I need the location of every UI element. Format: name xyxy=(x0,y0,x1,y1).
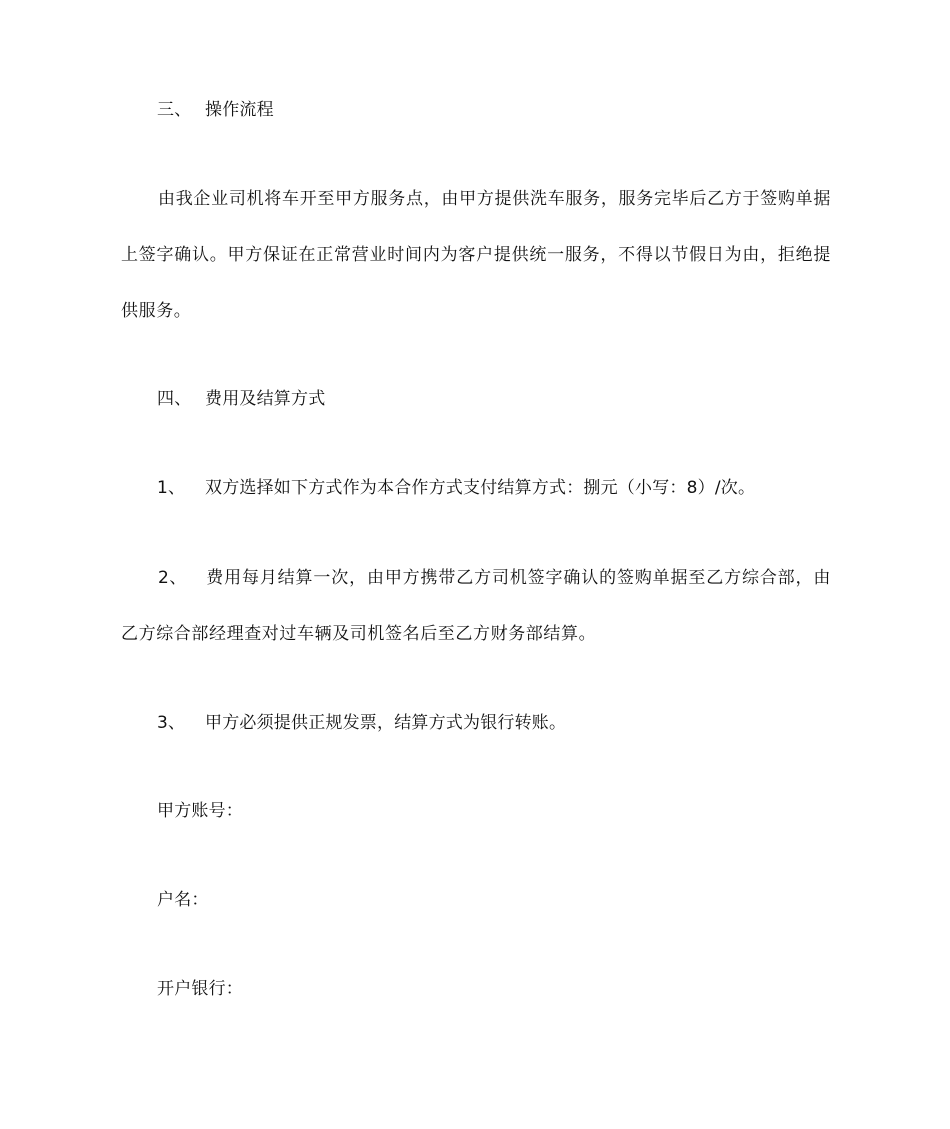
section-number: 三、 xyxy=(157,100,192,120)
item-text: 费用每月结算一次，由甲方携带乙方司机签字确认的签购单据至乙方综合部，由乙方综合部经理查对过车辆及司机签名后至乙方财务部结算。 xyxy=(121,568,831,644)
list-item-2 xyxy=(121,550,831,662)
list-item-3 xyxy=(157,712,566,734)
bank-field-label: 开户银行： xyxy=(157,979,243,999)
account-name-field-label: 户名： xyxy=(157,890,209,910)
item-number: 2、 xyxy=(158,568,188,588)
item-text: 甲方必须提供正规发票，结算方式为银行转账。 xyxy=(205,713,567,733)
account-field-label: 甲方账号： xyxy=(157,801,243,821)
item-text: 双方选择如下方式作为本合作方式支付结算方式：捌元（小写：8）/次。 xyxy=(205,478,756,498)
section-number: 四、 xyxy=(157,389,192,409)
section-3-paragraph: 由我企业司机将车开至甲方服务点，由甲方提供洗车服务，服务完毕后乙方于签购单据上签字确认。甲方保证在正常营业时间内为客户提供统一服务，不得以节假日为由，拒绝提供服务。 xyxy=(121,189,831,321)
section-title: 费用及结算方式 xyxy=(205,389,326,409)
list-item-1 xyxy=(157,477,755,499)
section-heading-3 xyxy=(157,99,274,121)
section-title: 操作流程 xyxy=(205,100,274,120)
item-number: 3、 xyxy=(157,713,186,733)
item-number: 1、 xyxy=(157,478,186,498)
section-heading-4 xyxy=(157,388,325,410)
